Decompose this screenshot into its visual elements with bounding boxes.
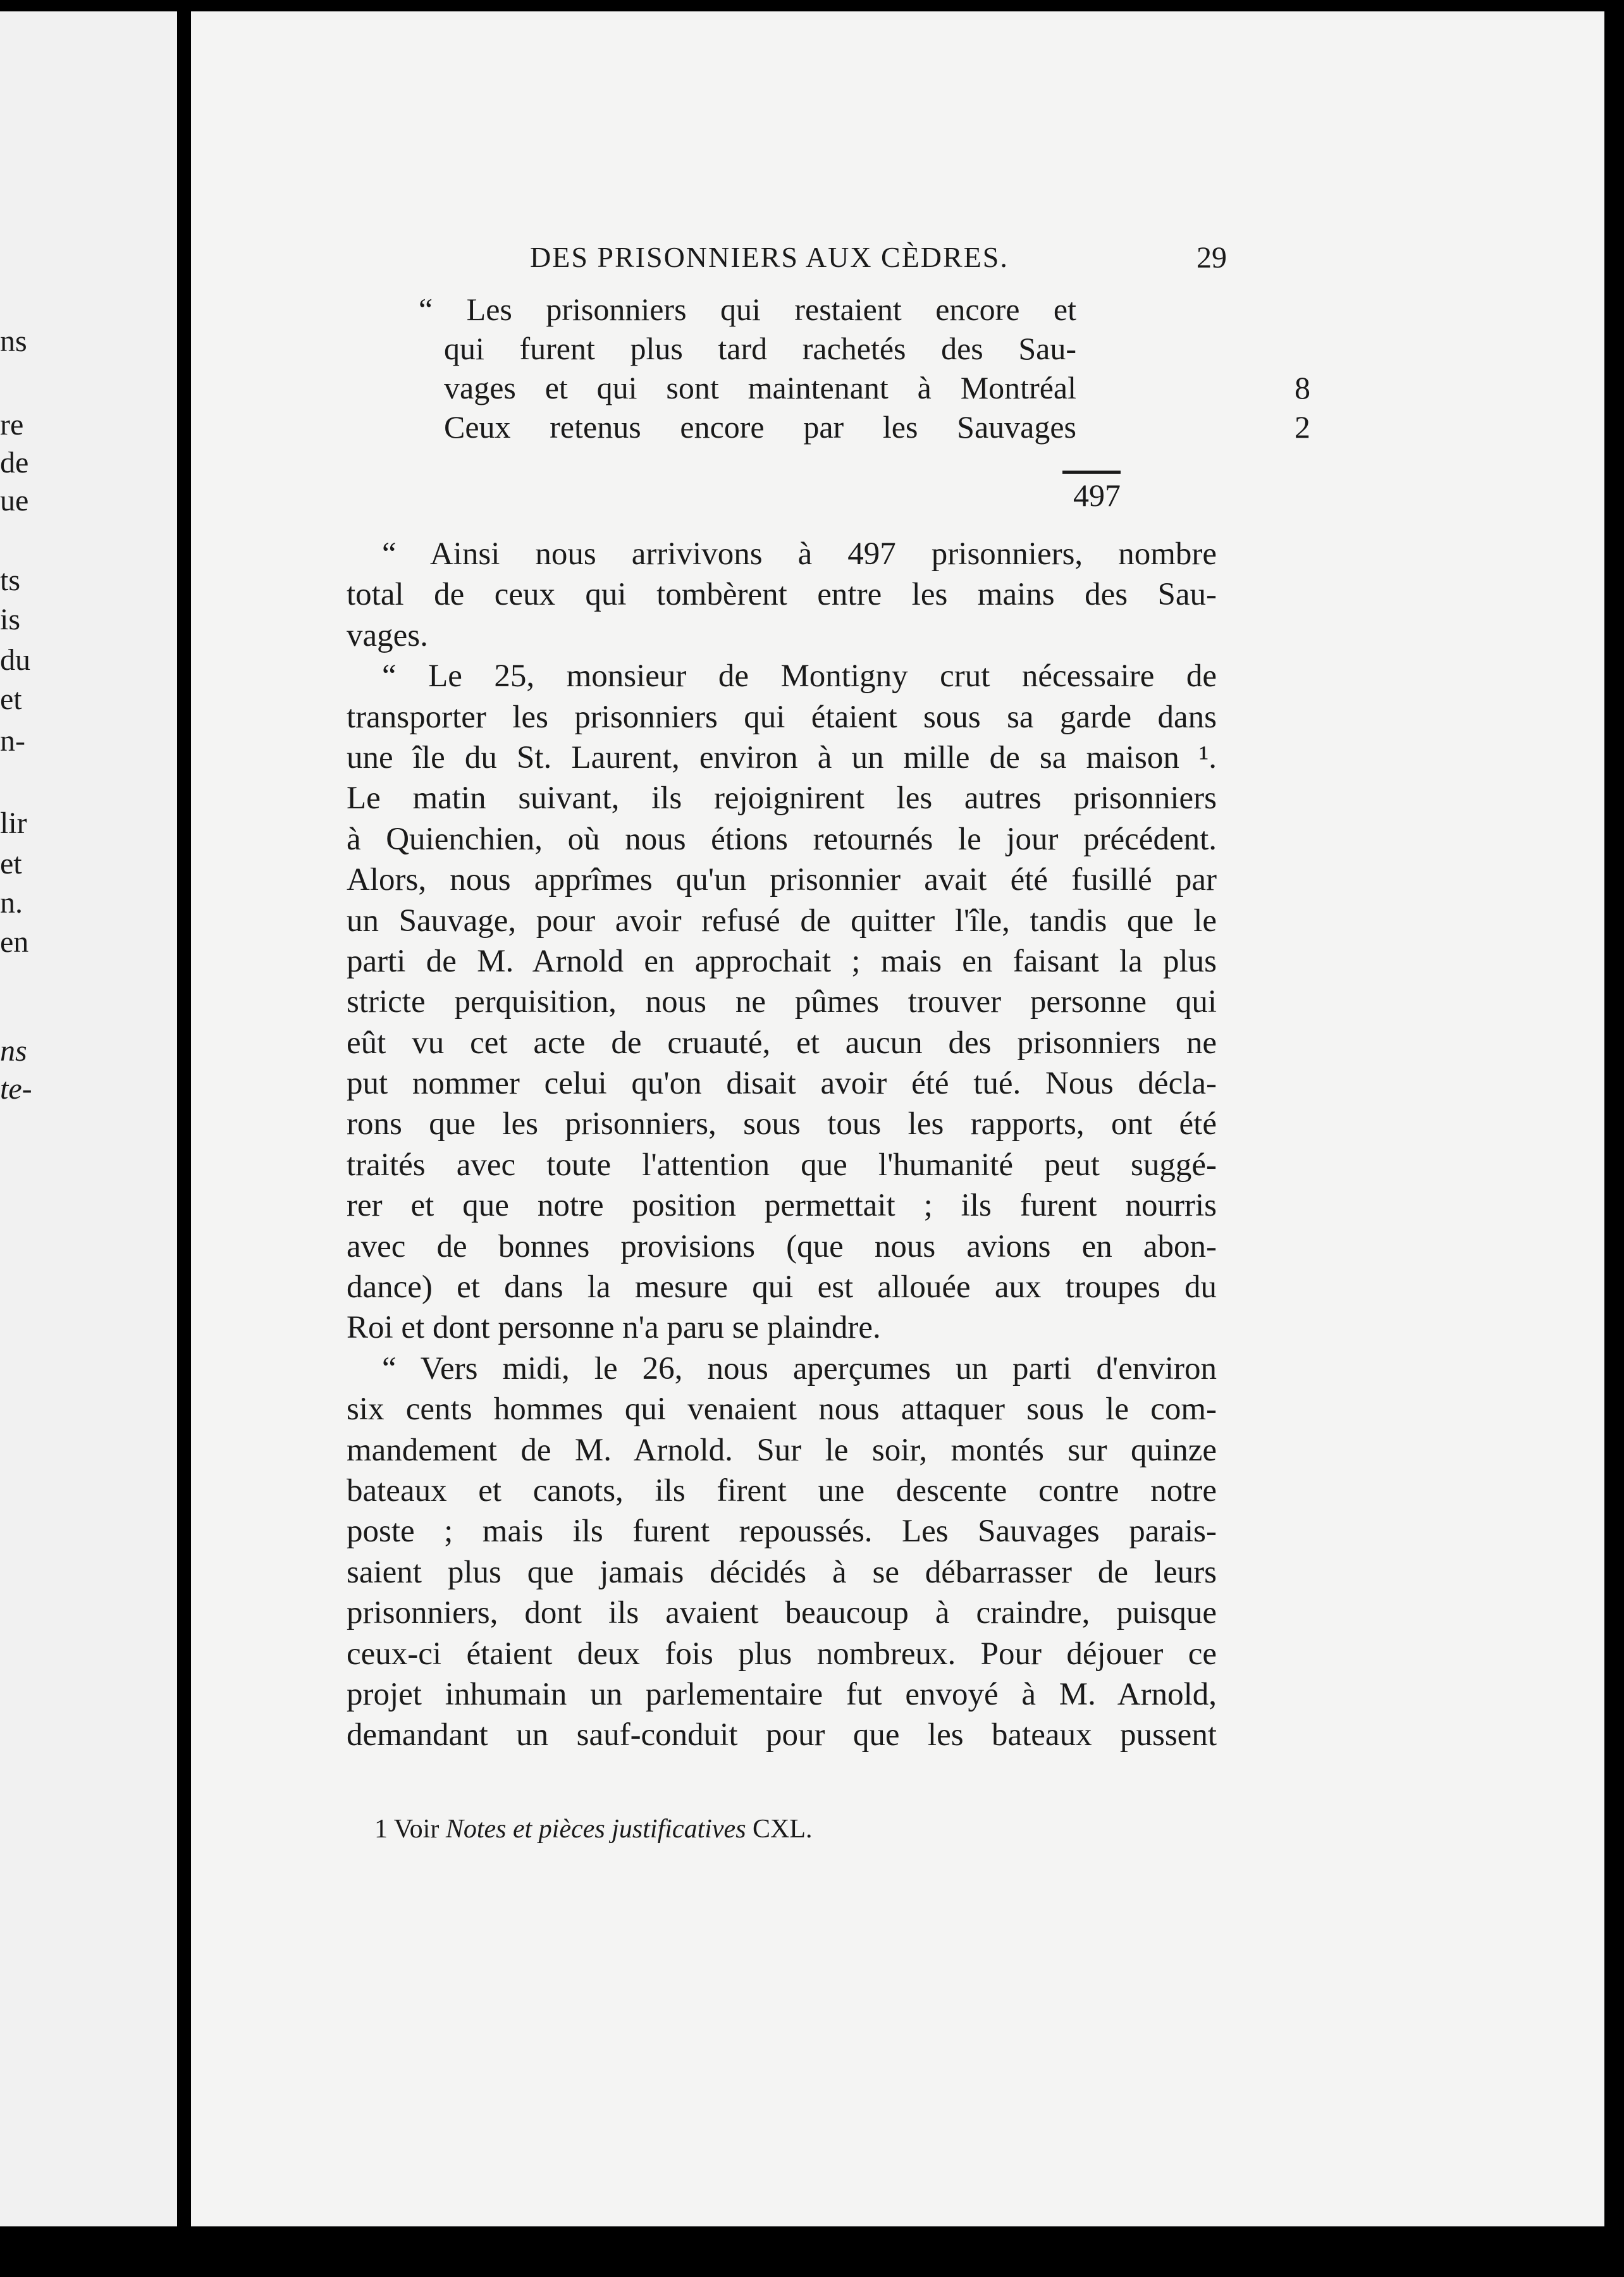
text-line: Le matin suivant, ils rejoignirent les autres prisonniers (347, 781, 1217, 817)
text-line: traités avec toute l'attention que l'humanité peut suggé- (347, 1147, 1217, 1183)
list-row-text: qui furent plus tard rachetés des Sau- (444, 331, 1076, 366)
page-number: 29 (1196, 241, 1227, 275)
text-line: un Sauvage, pour avoir refusé de quitter l'île, tandis que le (347, 903, 1217, 939)
text-line: vages. (347, 617, 428, 653)
list-row-value: 8 (1295, 370, 1310, 405)
prisoner-count-list (419, 290, 1310, 447)
list-row (419, 407, 1310, 447)
text-line: bateaux et canots, ils firent une descente contre notre (347, 1472, 1217, 1509)
list-row (419, 290, 1304, 329)
footnote-number: 1 (374, 1815, 388, 1844)
running-head: DES PRISONNIERS AUX CÈDRES. (530, 241, 1009, 273)
left-page-fragment: ue (0, 484, 29, 517)
text-line: Alors, nous apprîmes qu'un prisonnier avait été fusillé par (347, 862, 1217, 898)
left-page-edge (0, 11, 177, 2226)
left-page-fragment: is (0, 603, 21, 636)
left-page-fragment: de (0, 446, 29, 479)
footnote (374, 1814, 813, 1844)
list-row (419, 368, 1310, 407)
list-row (419, 329, 1304, 368)
text-line: eût vu cet acte de cruauté, et aucun des prisonniers ne (347, 1025, 1217, 1061)
left-page-fragment: ts (0, 564, 21, 597)
text-line: rons que les prisonniers, sous tous les rapports, ont été (347, 1106, 1217, 1142)
left-page-fragment: du (0, 643, 30, 677)
left-page-fragment: ns (0, 1034, 27, 1068)
text-line: rer et que notre position permettait ; ils furent nourris (347, 1188, 1217, 1224)
left-page-fragment: en (0, 925, 29, 959)
text-line: transporter les prisonniers qui étaient sous sa garde dans (347, 699, 1217, 735)
text-line: demandant un sauf-conduit pour que les bateaux pussent (347, 1717, 1217, 1753)
text-line: projet inhumain un parlementaire fut envoyé à M. Arnold, (347, 1676, 1217, 1712)
body-text (347, 534, 1217, 1756)
footnote-prefix: Voir (393, 1815, 440, 1844)
left-page-fragment: ns (0, 324, 27, 358)
text-line: put nommer celui qu'on disait avoir été tué. Nous décla- (347, 1066, 1217, 1102)
list-row-text: “ Les prisonniers qui restaient encore et (419, 292, 1076, 327)
text-line: Roi et dont personne n'a paru se plaindre. (347, 1310, 881, 1346)
left-page-fragment: re (0, 408, 24, 441)
text-line: une île du St. Laurent, environ à un mille de sa maison ¹. (347, 739, 1217, 775)
left-page-fragment: n. (0, 886, 23, 920)
left-page-fragment: te- (0, 1072, 32, 1106)
text-line: prisonniers, dont ils avaient beaucoup à craindre, puisque (347, 1595, 1217, 1631)
text-line: poste ; mais ils furent repoussés. Les Sauvages parais- (347, 1514, 1217, 1550)
text-line: “ Le 25, monsieur de Montigny crut nécessaire de (382, 658, 1217, 694)
text-line: mandement de M. Arnold. Sur le soir, montés sur quinze (347, 1432, 1217, 1468)
list-row-value: 2 (1295, 409, 1310, 445)
text-line: total de ceux qui tombèrent entre les mains des Sau- (347, 577, 1217, 613)
text-line: parti de M. Arnold en approchait ; mais en faisant la plus (347, 943, 1217, 979)
book-page (191, 11, 1604, 2226)
sum-rule (1062, 471, 1121, 474)
sum-total: 497 (1073, 478, 1121, 513)
text-line: ceux-ci étaient deux fois plus nombreux. Pour déjouer ce (347, 1636, 1217, 1672)
text-line: dance) et dans la mesure qui est allouée aux troupes du (347, 1269, 1217, 1305)
text-line: six cents hommes qui venaient nous attaquer sous le com- (347, 1392, 1217, 1428)
text-line: avec de bonnes provisions (que nous avions en abon- (347, 1228, 1217, 1264)
text-line: “ Ainsi nous arrivivons à 497 prisonniers, nombre (382, 536, 1217, 572)
footnote-title: Notes et pièces justificatives (445, 1815, 746, 1844)
left-page-fragment: n- (0, 724, 25, 758)
list-row-text: vages et qui sont maintenant à Montréal (444, 370, 1076, 405)
left-page-fragment: lir (0, 806, 27, 840)
footnote-ref: CXL. (753, 1815, 813, 1844)
left-page-fragment: et (0, 682, 22, 716)
text-line: “ Vers midi, le 26, nous aperçumes un parti d'environ (382, 1350, 1217, 1386)
text-line: stricte perquisition, nous ne pûmes trouver personne qui (347, 984, 1217, 1020)
left-page-fragment: et (0, 847, 22, 880)
text-line: à Quienchien, où nous étions retournés le jour précédent. (347, 821, 1217, 857)
text-line: saient plus que jamais décidés à se débarrasser de leurs (347, 1554, 1217, 1590)
list-row-text: Ceux retenus encore par les Sauvages (444, 409, 1076, 445)
